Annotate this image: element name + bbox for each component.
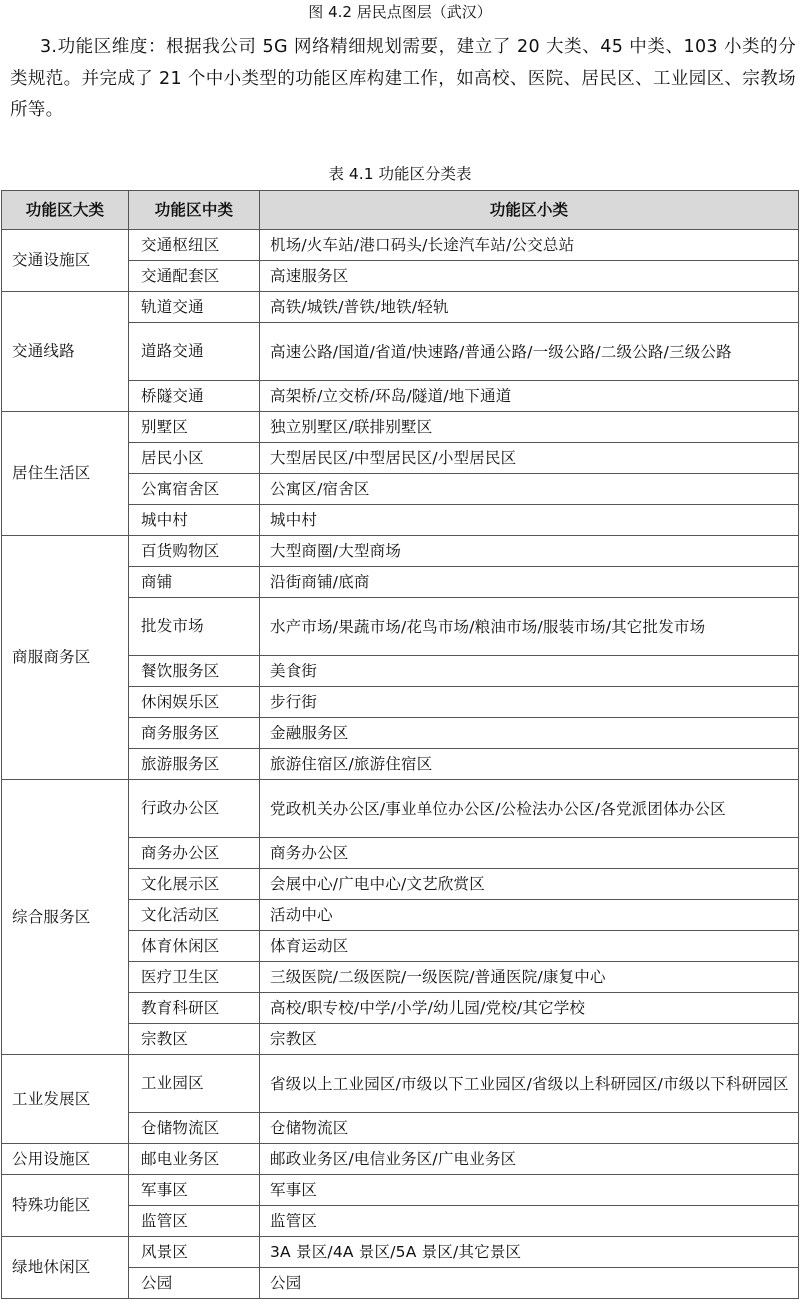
minor-category-cell: 公园 xyxy=(260,1268,799,1299)
table-row xyxy=(2,1237,799,1268)
table-header-row xyxy=(2,191,799,230)
minor-category-cell: 高速服务区 xyxy=(260,261,799,292)
minor-category-cell: 商务办公区 xyxy=(260,838,799,869)
mid-category-cell: 批发市场 xyxy=(129,598,260,656)
mid-category-cell: 餐饮服务区 xyxy=(129,656,260,687)
minor-category-cell: 高校/职专校/中学/小学/幼儿园/党校/其它学校 xyxy=(260,993,799,1024)
mid-category-cell: 城中村 xyxy=(129,505,260,536)
major-category-cell: 交通设施区 xyxy=(2,230,129,292)
header-minor: 功能区小类 xyxy=(260,191,799,230)
mid-category-cell: 交通配套区 xyxy=(129,261,260,292)
mid-category-cell: 公园 xyxy=(129,1268,260,1299)
mid-category-cell: 文化展示区 xyxy=(129,869,260,900)
table-row xyxy=(2,536,799,567)
header-mid: 功能区中类 xyxy=(129,191,260,230)
mid-category-cell: 百货购物区 xyxy=(129,536,260,567)
mid-category-cell: 交通枢纽区 xyxy=(129,230,260,261)
minor-category-cell: 高速公路/国道/省道/快速路/普通公路/一级公路/二级公路/三级公路 xyxy=(260,323,799,381)
minor-category-cell: 步行街 xyxy=(260,687,799,718)
minor-category-cell: 独立别墅区/联排别墅区 xyxy=(260,412,799,443)
body-paragraph: 3.功能区维度：根据我公司 5G 网络精细规划需要，建立了 20 大类、45 中类、103 小类的分类规范。并完成了 21 个中小类型的功能区库构建工作，如高校、医院、居民区、工业园区、宗教场所等。 xyxy=(10,37,797,120)
mid-category-cell: 商铺 xyxy=(129,567,260,598)
mid-category-cell: 居民小区 xyxy=(129,443,260,474)
mid-category-cell: 体育休闲区 xyxy=(129,931,260,962)
minor-category-cell: 邮政业务区/电信业务区/广电业务区 xyxy=(260,1144,799,1175)
table-row xyxy=(2,1055,799,1113)
minor-category-cell: 城中村 xyxy=(260,505,799,536)
minor-category-cell: 活动中心 xyxy=(260,900,799,931)
function-zone-table xyxy=(1,190,799,1299)
minor-category-cell: 高架桥/立交桥/环岛/隧道/地下通道 xyxy=(260,381,799,412)
major-category-cell: 公用设施区 xyxy=(2,1144,129,1175)
mid-category-cell: 公寓宿舍区 xyxy=(129,474,260,505)
table-row xyxy=(2,1144,799,1175)
mid-category-cell: 商务服务区 xyxy=(129,718,260,749)
minor-category-cell: 党政机关办公区/事业单位办公区/公检法办公区/各党派团体办公区 xyxy=(260,780,799,838)
minor-category-cell: 监管区 xyxy=(260,1206,799,1237)
minor-category-cell: 高铁/城铁/普铁/地铁/轻轨 xyxy=(260,292,799,323)
minor-category-cell: 三级医院/二级医院/一级医院/普通医院/康复中心 xyxy=(260,962,799,993)
table-row xyxy=(2,412,799,443)
major-category-cell: 工业发展区 xyxy=(2,1055,129,1144)
mid-category-cell: 休闲娱乐区 xyxy=(129,687,260,718)
minor-category-cell: 体育运动区 xyxy=(260,931,799,962)
minor-category-cell: 会展中心/广电中心/文艺欣赏区 xyxy=(260,869,799,900)
table-row xyxy=(2,292,799,323)
major-category-cell: 交通线路 xyxy=(2,292,129,412)
minor-category-cell: 大型居民区/中型居民区/小型居民区 xyxy=(260,443,799,474)
major-category-cell: 综合服务区 xyxy=(2,780,129,1055)
minor-category-cell: 大型商圈/大型商场 xyxy=(260,536,799,567)
minor-category-cell: 旅游住宿区/旅游住宿区 xyxy=(260,749,799,780)
mid-category-cell: 教育科研区 xyxy=(129,993,260,1024)
minor-category-cell: 美食街 xyxy=(260,656,799,687)
mid-category-cell: 医疗卫生区 xyxy=(129,962,260,993)
table-caption: 表 4.1 功能区分类表 xyxy=(328,165,472,183)
mid-category-cell: 文化活动区 xyxy=(129,900,260,931)
mid-category-cell: 仓储物流区 xyxy=(129,1113,260,1144)
mid-category-cell: 旅游服务区 xyxy=(129,749,260,780)
mid-category-cell: 轨道交通 xyxy=(129,292,260,323)
minor-category-cell: 公寓区/宿舍区 xyxy=(260,474,799,505)
mid-category-cell: 道路交通 xyxy=(129,323,260,381)
header-major: 功能区大类 xyxy=(2,191,129,230)
major-category-cell: 绿地休闲区 xyxy=(2,1237,129,1299)
mid-category-cell: 邮电业务区 xyxy=(129,1144,260,1175)
minor-category-cell: 宗教区 xyxy=(260,1024,799,1055)
table-body xyxy=(2,230,799,1299)
mid-category-cell: 商务办公区 xyxy=(129,838,260,869)
major-category-cell: 特殊功能区 xyxy=(2,1175,129,1237)
mid-category-cell: 桥隧交通 xyxy=(129,381,260,412)
minor-category-cell: 军事区 xyxy=(260,1175,799,1206)
minor-category-cell: 3A 景区/4A 景区/5A 景区/其它景区 xyxy=(260,1237,799,1268)
table-row xyxy=(2,230,799,261)
minor-category-cell: 省级以上工业园区/市级以下工业园区/省级以上科研园区/市级以下科研园区 xyxy=(260,1055,799,1113)
mid-category-cell: 风景区 xyxy=(129,1237,260,1268)
table-row xyxy=(2,1175,799,1206)
mid-category-cell: 宗教区 xyxy=(129,1024,260,1055)
mid-category-cell: 监管区 xyxy=(129,1206,260,1237)
minor-category-cell: 金融服务区 xyxy=(260,718,799,749)
major-category-cell: 居住生活区 xyxy=(2,412,129,536)
major-category-cell: 商服商务区 xyxy=(2,536,129,780)
minor-category-cell: 沿街商铺/底商 xyxy=(260,567,799,598)
mid-category-cell: 行政办公区 xyxy=(129,780,260,838)
minor-category-cell: 水产市场/果蔬市场/花鸟市场/粮油市场/服装市场/其它批发市场 xyxy=(260,598,799,656)
mid-category-cell: 工业园区 xyxy=(129,1055,260,1113)
mid-category-cell: 军事区 xyxy=(129,1175,260,1206)
figure-caption: 图 4.2 居民点图层（武汉） xyxy=(308,3,492,21)
table-row xyxy=(2,780,799,838)
minor-category-cell: 仓储物流区 xyxy=(260,1113,799,1144)
minor-category-cell: 机场/火车站/港口码头/长途汽车站/公交总站 xyxy=(260,230,799,261)
mid-category-cell: 别墅区 xyxy=(129,412,260,443)
